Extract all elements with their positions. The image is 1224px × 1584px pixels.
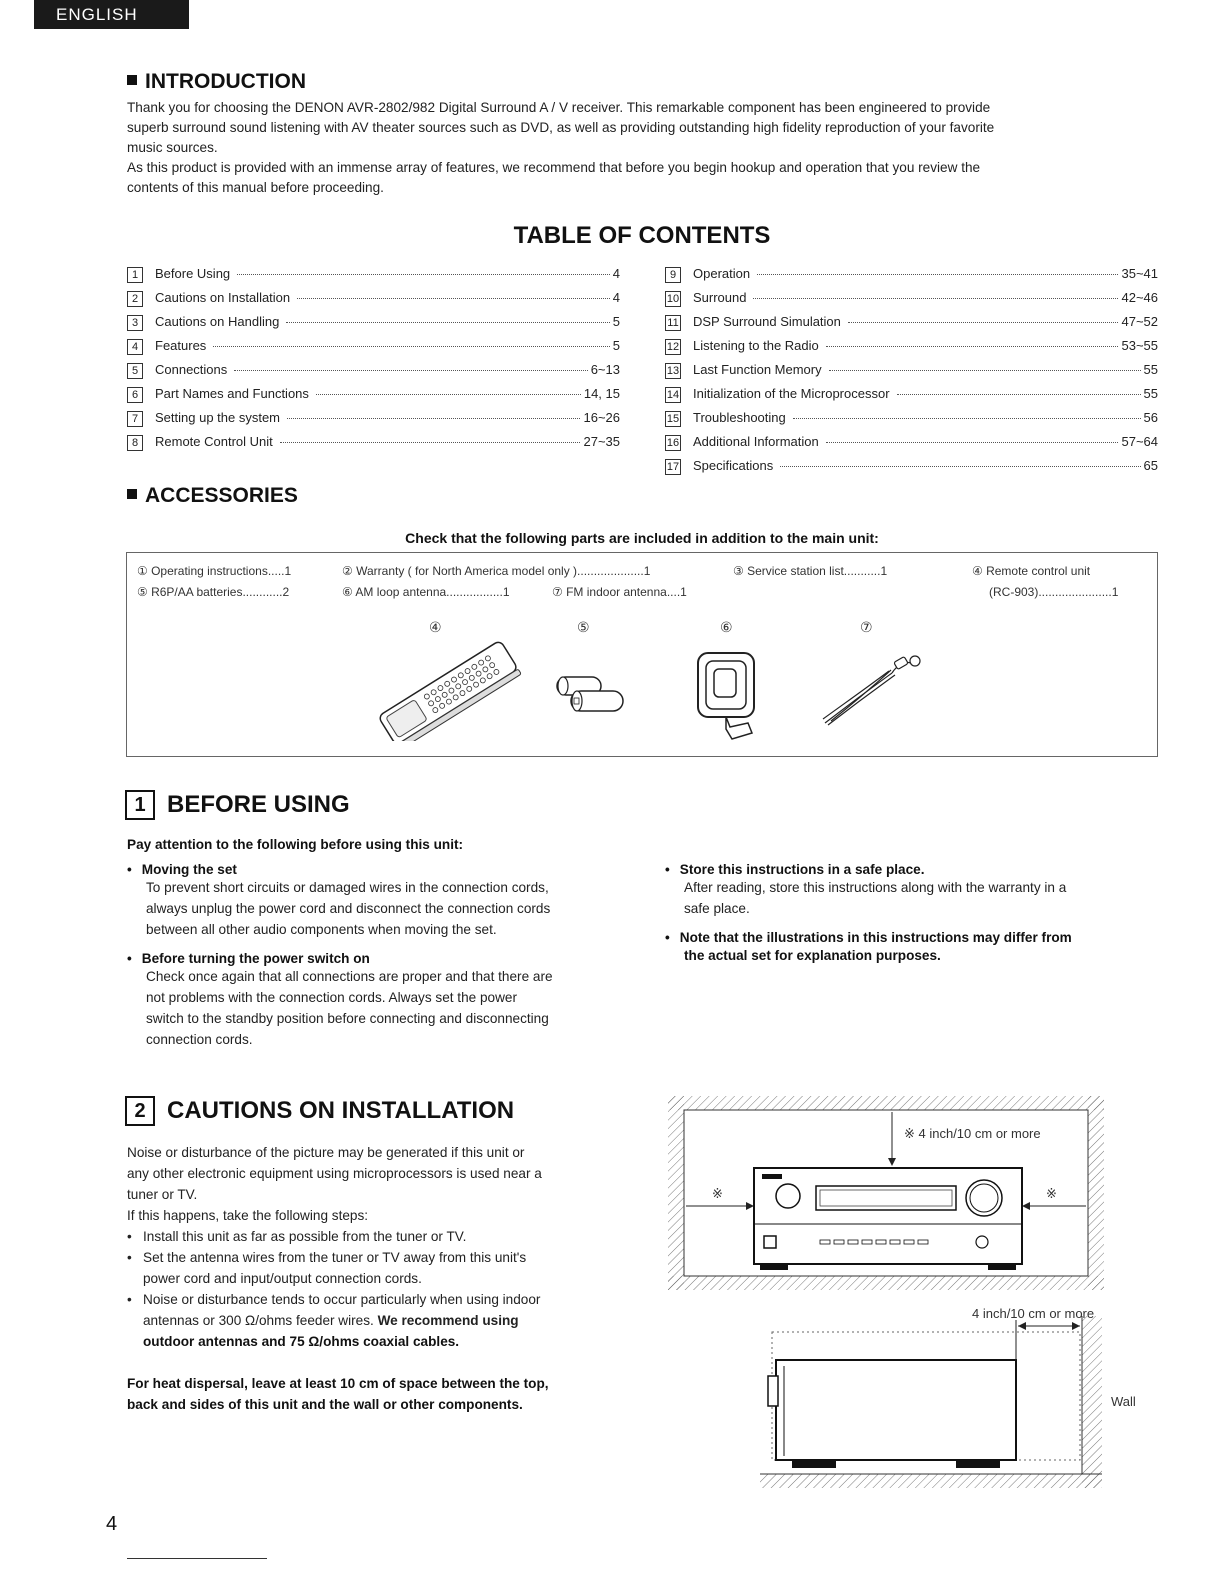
toc-entry-label: Remote Control Unit: [155, 434, 273, 449]
cautions-installation-heading: [125, 1096, 514, 1126]
toc-entry-number: 7: [127, 411, 143, 427]
toc-entry-page: 57~64: [1121, 434, 1158, 449]
diagram-right-mark: ※: [1046, 1186, 1057, 1201]
toc-leader-dots: [826, 346, 1119, 347]
batteries-illustration: [551, 671, 631, 721]
toc-entry-number: 4: [127, 339, 143, 355]
toc-leader-dots: [287, 418, 580, 419]
bullet-title: • Moving the set: [127, 862, 627, 877]
toc-entry: [665, 386, 1158, 410]
toc-entry: [665, 410, 1158, 434]
bullet-body: To prevent short circuits or damaged wires in the connection cords, always unplug the power cord and disconnect the connection cords between all other audio components when moving the set.: [146, 880, 551, 937]
toc-entry: [665, 314, 1158, 338]
language-tab: ENGLISH: [34, 0, 189, 29]
toc-entry-page: 6~13: [590, 362, 620, 377]
toc-entry-page: 55: [1143, 362, 1158, 377]
toc-entry: [127, 314, 620, 338]
toc-leader-dots: [280, 442, 581, 443]
page-number: 4: [106, 1513, 118, 1535]
toc-entry-number: 13: [666, 365, 680, 377]
installation-side-diagram: [756, 1316, 1108, 1492]
toc-entry-label: Part Names and Functions: [155, 386, 309, 401]
toc-entry-number: 11: [665, 315, 681, 331]
toc-entry-label: Listening to the Radio: [693, 338, 819, 353]
accessory-item: ⑤ R6P/AA batteries............2: [137, 585, 290, 599]
toc-entry: [127, 290, 620, 314]
accessory-label-batteries: ⑤: [577, 619, 590, 635]
toc-entry-label: Operation: [693, 266, 751, 281]
bullet-title: • Store this instructions in a safe place.: [665, 862, 1160, 877]
toc-entry-number: 8: [127, 435, 143, 451]
diagram-top-clearance-label: ※ 4 inch/10 cm or more: [904, 1126, 1041, 1141]
section-number-box: 1: [125, 790, 155, 820]
toc-entry: [665, 266, 1158, 290]
toc-entry: [665, 290, 1158, 314]
toc-leader-dots: [780, 466, 1140, 467]
accessory-item: ④ Remote control unit: [972, 564, 1091, 578]
toc-right-column: [665, 266, 1158, 482]
toc-entry-number: 10: [666, 293, 680, 305]
bullet-title: • Note that the illustrations in this instructions may differ from: [665, 930, 1160, 945]
toc-entry: [127, 266, 620, 290]
toc-leader-dots: [793, 418, 1141, 419]
toc-leader-dots: [316, 394, 581, 395]
am-loop-antenna-illustration: [690, 645, 770, 745]
accessory-item: ⑦ FM indoor antenna....1: [552, 585, 687, 599]
toc-leader-dots: [234, 370, 587, 371]
section-number-box: 2: [125, 1096, 155, 1126]
toc-entry: [127, 434, 620, 458]
toc-entry-number: 2: [127, 291, 143, 307]
toc-entry-page: 27~35: [583, 434, 620, 449]
before-using-left-column: [127, 862, 627, 1050]
toc-entry-label: Surround: [693, 290, 747, 305]
accessories-heading: ACCESSORIES: [127, 484, 298, 508]
toc-entry-label: Cautions on Handling: [155, 314, 280, 329]
toc-leader-dots: [829, 370, 1141, 371]
toc-entry-page: 4: [612, 266, 620, 281]
accessory-item: ③ Service station list...........1: [733, 564, 888, 578]
toc-leader-dots: [848, 322, 1119, 323]
toc-entry-label: DSP Surround Simulation: [693, 314, 841, 329]
toc-leader-dots: [757, 274, 1118, 275]
toc-entry-page: 53~55: [1121, 338, 1158, 353]
section-title: CAUTIONS ON INSTALLATION: [167, 1097, 515, 1124]
toc-entry-page: 5: [612, 338, 620, 353]
accessory-label-remote: ④: [429, 619, 442, 635]
accessory-item: ① Operating instructions.....1: [137, 564, 292, 578]
toc-entry-number: 3: [127, 315, 143, 331]
bullet-body: Check once again that all connections are proper and that there are not problems with the connection cords. Always set the power switch to the standby position before connecting and disconnecting connection cords.: [146, 969, 553, 1047]
accessories-check-text: Check that the following parts are included in addition to the main unit:: [405, 530, 879, 546]
toc-entry-page: 42~46: [1121, 290, 1158, 305]
toc-entry-page: 14, 15: [583, 386, 620, 401]
toc-entry-page: 16~26: [583, 410, 620, 425]
toc-entry-label: Troubleshooting: [693, 410, 786, 425]
before-using-right-column: [665, 862, 1160, 966]
toc-entry-page: 55: [1143, 386, 1158, 401]
remote-control-illustration: [367, 641, 527, 741]
accessories-box: [126, 552, 1158, 757]
toc-entry-page: 35~41: [1121, 266, 1158, 281]
toc-leader-dots: [297, 298, 610, 299]
toc-entry: [127, 410, 620, 434]
toc-entry-label: Features: [155, 338, 207, 353]
toc-entry-label: Initialization of the Microprocessor: [693, 386, 890, 401]
toc-leader-dots: [826, 442, 1119, 443]
toc-entry-number: 5: [127, 363, 143, 379]
footer-rule: [127, 1558, 267, 1559]
toc-entry: [665, 458, 1158, 482]
introduction-text: Thank you for choosing the DENON AVR-2802/982 Digital Surround A / V receiver. This remarkable component has been engineered to provide superb surround sound listening with AV theater sources such as DVD, as well as providing outstanding high fidelity reproduction of your favorite music sources. As this product is provided with an immense array of features, we recommend that before you begin hookup and operation that you review the contents of this manual before proceeding.: [127, 100, 995, 195]
cautions-installation-text: Noise or disturbance of the picture may be generated if this unit or any other electronic equipment using microprocessors is used near a tuner or TV. If this happens, take the following steps: • Install this unit as far as possible from the tuner or TV. • Set the antenna wires from the tuner or TV away from this unit's power cord and input/output connection cords. • Noise or disturbance tends to occur particularly when using indoor antennas or 300 Ω/ohms feeder wires. We recommend using outdoor antennas and 75 Ω/ohms coaxial cables.: [127, 1145, 542, 1349]
toc-entry-label: Setting up the system: [155, 410, 281, 425]
toc-entry-label: Last Function Memory: [693, 362, 822, 377]
installation-clearance-diagram: [660, 1094, 1110, 1294]
toc-left-column: [127, 266, 620, 458]
accessory-label-fm-antenna: ⑦: [860, 619, 873, 635]
bullet-body: the actual set for explanation purposes.: [684, 948, 941, 963]
bullet-title: • Before turning the power switch on: [127, 951, 627, 966]
toc-leader-dots: [897, 394, 1141, 395]
before-using-lead: Pay attention to the following before using this unit:: [127, 837, 464, 852]
toc-entry: [665, 338, 1158, 362]
toc-entry: [665, 362, 1158, 386]
toc-entry-label: Additional Information: [693, 434, 819, 449]
introduction-heading: INTRODUCTION: [127, 70, 306, 94]
toc-title: TABLE OF CONTENTS: [513, 222, 771, 249]
toc-entry-number: 1: [127, 267, 143, 283]
toc-leader-dots: [213, 346, 609, 347]
toc-entry-number: 6: [127, 387, 143, 403]
heat-dispersal-note: For heat dispersal, leave at least 10 cm of space between the top, back and sides of this unit and the wall or other components.: [127, 1376, 549, 1412]
toc-entry-page: 4: [612, 290, 620, 305]
accessory-item: ② Warranty ( for North America model only )....................1: [342, 564, 651, 578]
toc-entry-number: 15: [666, 413, 680, 425]
diagram-left-mark: ※: [712, 1186, 723, 1201]
toc-leader-dots: [286, 322, 609, 323]
diagram-wall-label: Wall: [1111, 1394, 1136, 1409]
toc-entry-page: 65: [1143, 458, 1158, 473]
toc-entry-number: 17: [666, 461, 680, 473]
toc-entry-page: 56: [1143, 410, 1158, 425]
toc-entry-number: 12: [666, 341, 680, 353]
toc-entry-page: 5: [612, 314, 620, 329]
toc-leader-dots: [237, 274, 610, 275]
fm-antenna-illustration: [817, 651, 927, 731]
bullet-body: After reading, store this instructions along with the warranty in a safe place.: [684, 880, 1067, 916]
diagram-rear-clearance-label: 4 inch/10 cm or more: [972, 1306, 1095, 1321]
section-title: BEFORE USING: [167, 791, 350, 818]
before-using-heading: [125, 790, 350, 820]
toc-entry: [665, 434, 1158, 458]
toc-leader-dots: [753, 298, 1118, 299]
toc-entry: [127, 362, 620, 386]
toc-entry-label: Before Using: [155, 266, 231, 281]
toc-entry-page: 47~52: [1121, 314, 1158, 329]
toc-entry-label: Cautions on Installation: [155, 290, 291, 305]
toc-entry-label: Specifications: [693, 458, 774, 473]
accessory-label-am-antenna: ⑥: [720, 619, 733, 635]
toc-entry-number: 14: [666, 389, 680, 401]
toc-entry-label: Connections: [155, 362, 228, 377]
accessory-item: ⑥ AM loop antenna.................1: [342, 585, 510, 599]
toc-entry-number: 9: [665, 267, 681, 283]
toc-entry: [127, 338, 620, 362]
toc-entry-number: 16: [666, 437, 680, 449]
accessory-item: (RC-903)......................1: [989, 585, 1119, 599]
toc-entry: [127, 386, 620, 410]
